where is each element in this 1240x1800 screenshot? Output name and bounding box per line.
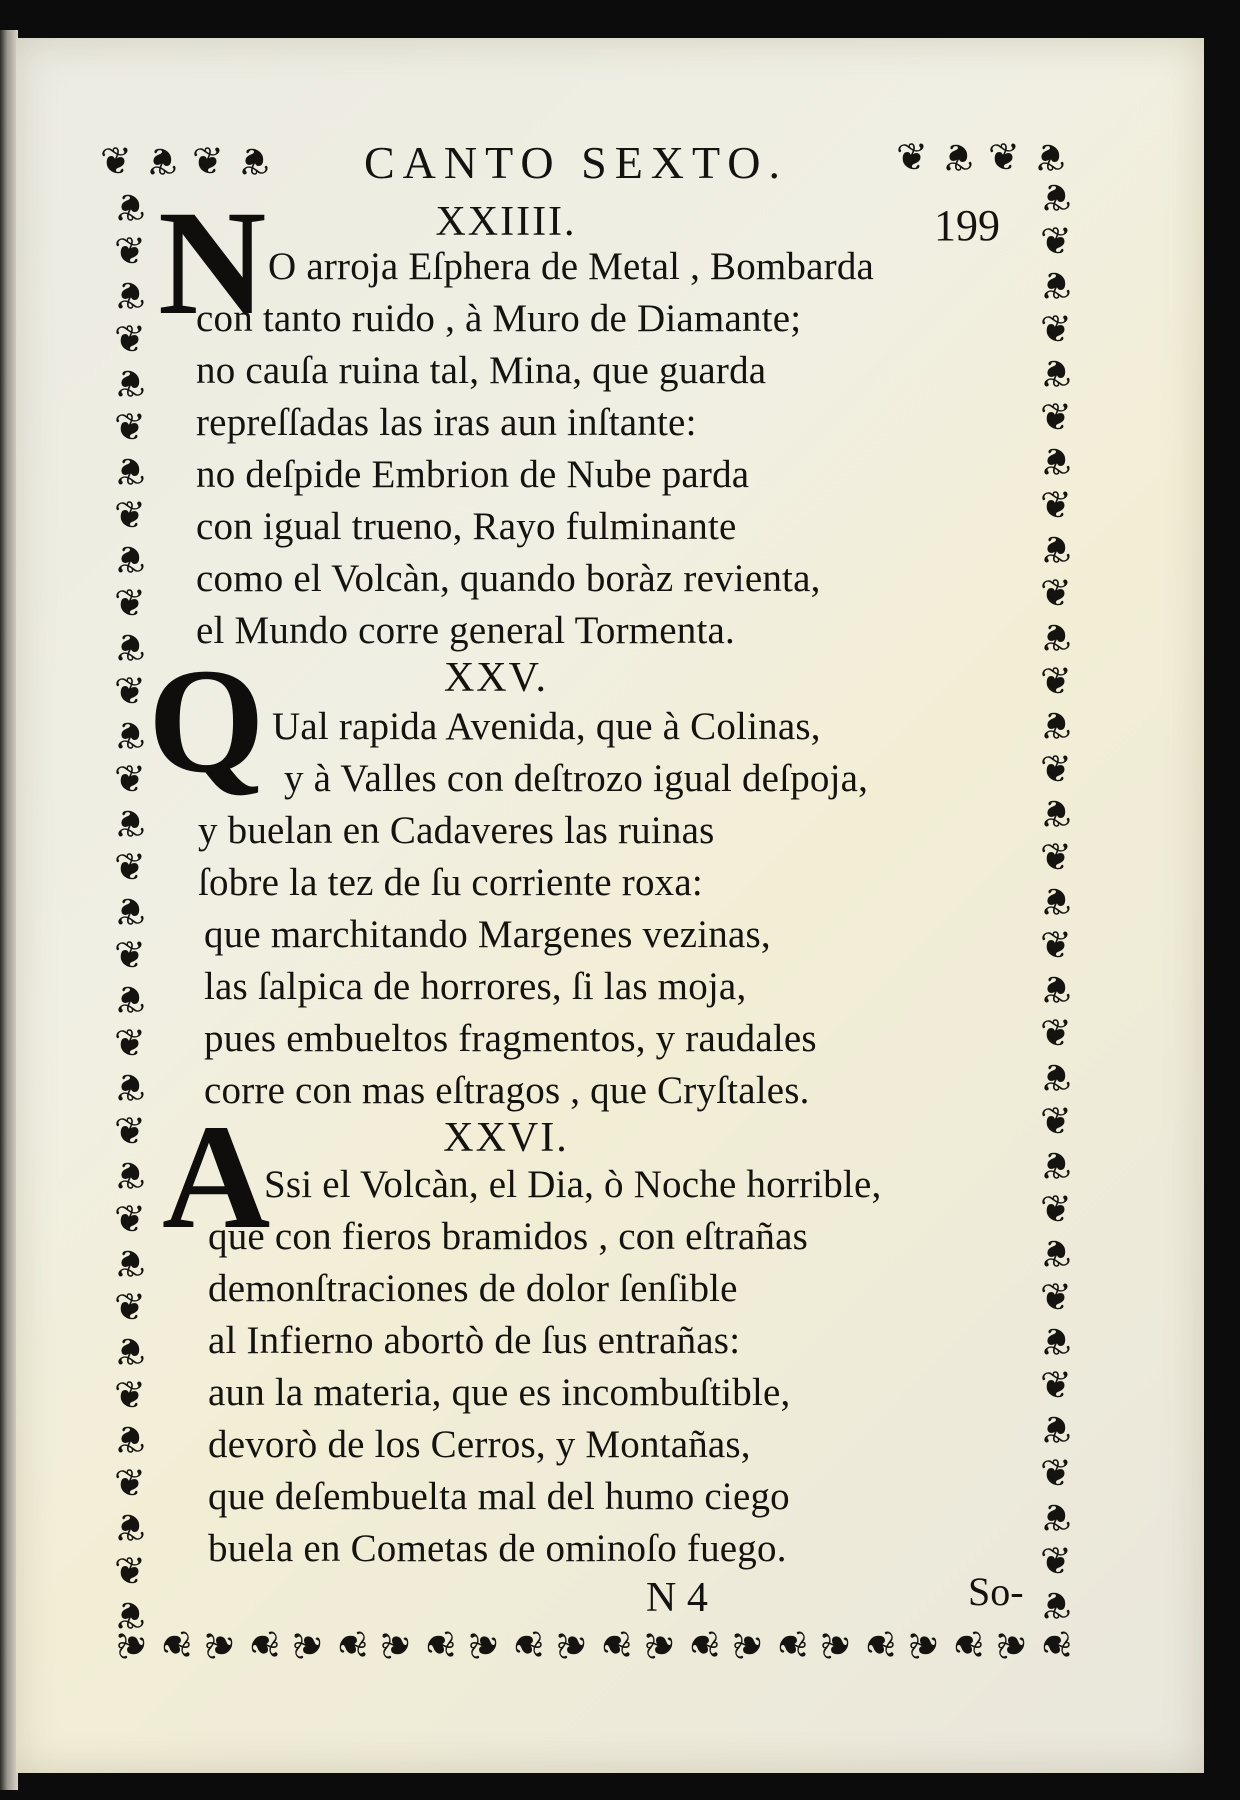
verse-line: el Mundo corre general Tormenta.: [196, 609, 735, 652]
catchword: So-: [968, 1569, 1024, 1614]
fleuron-icon: ❦: [1040, 923, 1072, 967]
fleuron-icon: ❦: [197, 1629, 242, 1661]
running-head: CANTO SEXTO.: [364, 137, 788, 188]
fleuron-icon: ❦: [1040, 615, 1072, 659]
stanza-number: XXV.: [443, 655, 549, 701]
fleuron-icon: ❦: [114, 1549, 146, 1593]
fleuron-icon: ❦: [1040, 395, 1072, 439]
verse-line: que marchitando Margenes vezinas,: [204, 913, 771, 956]
fleuron-icon: ❦: [114, 757, 146, 801]
fleuron-icon: ❦: [1040, 703, 1072, 747]
verse-line: O arroja Eſphera de Metal , Bombarda: [268, 245, 875, 288]
verse-line: devorò de los Cerros, y Montañas,: [208, 1423, 751, 1466]
fleuron-icon: ❦: [417, 1629, 462, 1661]
fleuron-icon: ❦: [114, 1153, 146, 1197]
drop-cap-initial: Q: [148, 638, 265, 804]
verse-line: buela en Cometas de ominoſo fuego.: [208, 1527, 787, 1570]
fleuron-icon: ❦: [989, 1629, 1034, 1661]
fleuron-icon: ❦: [1040, 835, 1072, 879]
fleuron-icon: ❦: [114, 713, 146, 757]
verse-line: corre con mas eſtragos , que Cryſtales.: [204, 1069, 810, 1112]
fleuron-icon: ❦: [114, 889, 146, 933]
fleuron-icon: ❦: [114, 405, 146, 449]
fleuron-icon: ❦: [114, 977, 146, 1021]
fleuron-icon: ❦: [1040, 879, 1072, 923]
fleuron-icon: ❦: [461, 1629, 506, 1661]
fleuron-icon: ❦: [1040, 747, 1072, 791]
fleuron-icon: ❦: [1040, 967, 1072, 1011]
fleuron-icon: ❦: [114, 1593, 146, 1637]
fleuron-icon: ❦: [114, 1065, 146, 1109]
fleuron-icon: ❦: [1040, 1099, 1072, 1143]
book-page: [16, 38, 1204, 1773]
fleuron-icon: ❦: [593, 1629, 638, 1661]
fleuron-icon: ❦: [1040, 219, 1072, 263]
verse-line: no cauſa ruina tal, Mina, que guarda: [196, 349, 767, 392]
verse-line: las ſalpica de horrores, ſi las moja,: [204, 965, 747, 1008]
fleuron-icon: ❦: [114, 449, 146, 493]
fleuron-icon: ❦: [1033, 1629, 1078, 1661]
verse-line: y buelan en Cadaveres las ruinas: [198, 809, 715, 852]
fleuron-icon: ❦: [945, 1629, 990, 1661]
fleuron-icon: ❦: [637, 1629, 682, 1661]
fleuron-icon: ❦: [114, 1417, 146, 1461]
fleuron-icon: ❦: [1040, 1231, 1072, 1275]
fleuron-icon: ❦: [901, 1629, 946, 1661]
fleuron-icon: ❦: [114, 845, 146, 889]
fleuron-icon: ❦: [329, 1629, 374, 1661]
verse-line: repreſſadas las iras aun inſtante:: [196, 401, 697, 444]
stanza-number: XXIIII.: [435, 199, 577, 245]
fleuron-icon: ❦: [1040, 307, 1072, 351]
fleuron-icon: ❦: [1040, 659, 1072, 703]
fleuron-icon: ❦: [114, 229, 146, 273]
verse-line: al Infierno abortò de ſus entrañas:: [208, 1319, 741, 1362]
fleuron-icon: ❦: [988, 135, 1020, 179]
page-number: 199: [934, 201, 1000, 250]
fleuron-icon: ❦: [1040, 1011, 1072, 1055]
fleuron-icon: ❦: [1040, 791, 1072, 835]
fleuron-icon: ❦: [1040, 263, 1072, 307]
drop-cap-initial: A: [162, 1094, 271, 1260]
fleuron-icon: ❦: [114, 1373, 146, 1417]
fleuron-icon: ❦: [1040, 1451, 1072, 1495]
fleuron-icon: ❦: [813, 1629, 858, 1661]
fleuron-icon: ❦: [114, 1329, 146, 1373]
fleuron-icon: ❦: [109, 1629, 154, 1661]
fleuron-icon: ❦: [1040, 1407, 1072, 1451]
verse-line: que deſembuelta mal del humo ciego: [208, 1475, 790, 1518]
fleuron-icon: ❦: [1040, 439, 1072, 483]
fleuron-icon: ❦: [1040, 1495, 1072, 1539]
verse-line: Ual rapida Avenida, que à Colinas,: [272, 705, 821, 748]
fleuron-icon: ❦: [192, 139, 224, 183]
fleuron-icon: ❦: [285, 1629, 330, 1661]
fleuron-icon: ❦: [114, 625, 146, 669]
fleuron-icon: ❦: [1040, 1539, 1072, 1583]
fleuron-icon: ❦: [1040, 175, 1072, 219]
fleuron-icon: ❦: [769, 1629, 814, 1661]
verse-line: y à Valles con deſtrozo igual deſpoja,: [284, 757, 869, 800]
verse-line: Ssi el Volcàn, el Dia, ò Noche horrible,: [264, 1163, 882, 1206]
fleuron-icon: ❦: [238, 139, 270, 183]
fleuron-icon: ❦: [1040, 483, 1072, 527]
fleuron-icon: ❦: [114, 1241, 146, 1285]
fleuron-icon: ❦: [1040, 527, 1072, 571]
signature-mark: N 4: [646, 1575, 708, 1621]
fleuron-icon: ❦: [114, 273, 146, 317]
verse-line: demonſtraciones de dolor ſenſible: [208, 1267, 738, 1310]
fleuron-icon: ❦: [241, 1629, 286, 1661]
fleuron-icon: ❦: [114, 493, 146, 537]
fleuron-icon: ❦: [114, 1021, 146, 1065]
fleuron-icon: ❦: [114, 669, 146, 713]
fleuron-icon: ❦: [1040, 571, 1072, 615]
fleuron-icon: ❦: [1040, 1275, 1072, 1319]
fleuron-icon: ❦: [114, 801, 146, 845]
fleuron-icon: ❦: [114, 933, 146, 977]
fleuron-icon: ❦: [505, 1629, 550, 1661]
fleuron-icon: ❦: [1040, 351, 1072, 395]
fleuron-icon: ❦: [1040, 1143, 1072, 1187]
verse-line: con tanto ruido , à Muro de Diamante;: [196, 297, 802, 340]
fleuron-icon: ❦: [114, 581, 146, 625]
fleuron-icon: ❦: [100, 139, 132, 183]
fleuron-icon: ❦: [114, 1109, 146, 1153]
fleuron-icon: ❦: [549, 1629, 594, 1661]
fleuron-icon: ❦: [114, 185, 146, 229]
fleuron-icon: ❦: [1040, 1363, 1072, 1407]
fleuron-icon: ❦: [1040, 1583, 1072, 1627]
fleuron-icon: ❦: [942, 135, 974, 179]
fleuron-icon: ❦: [146, 139, 178, 183]
fleuron-icon: ❦: [114, 1197, 146, 1241]
fleuron-icon: ❦: [681, 1629, 726, 1661]
fleuron-icon: ❦: [153, 1629, 198, 1661]
fleuron-icon: ❦: [1040, 1187, 1072, 1231]
fleuron-icon: ❦: [373, 1629, 418, 1661]
drop-cap-initial: N: [158, 180, 267, 346]
fleuron-icon: ❦: [114, 317, 146, 361]
fleuron-icon: ❦: [857, 1629, 902, 1661]
verse-line: como el Volcàn, quando boràz revienta,: [196, 557, 821, 600]
fleuron-icon: ❦: [114, 537, 146, 581]
verse-line: con igual trueno, Rayo fulminante: [196, 505, 737, 548]
fleuron-icon: ❦: [114, 361, 146, 405]
fleuron-icon: ❦: [1040, 1055, 1072, 1099]
fleuron-icon: ❦: [114, 1505, 146, 1549]
fleuron-icon: ❦: [1040, 1319, 1072, 1363]
fleuron-icon: ❦: [1034, 135, 1066, 179]
verse-line: que con fieros bramidos , con eſtrañas: [208, 1215, 808, 1258]
fleuron-icon: ❦: [114, 1285, 146, 1329]
fleuron-icon: ❦: [896, 135, 928, 179]
verse-line: aun la materia, que es incombuſtible,: [208, 1371, 791, 1414]
stanza-number: XXVI.: [443, 1115, 569, 1161]
verse-line: no deſpide Embrion de Nube parda: [196, 453, 750, 496]
verse-line: pues embueltos fragmentos, y raudales: [204, 1017, 817, 1060]
fleuron-icon: ❦: [114, 1461, 146, 1505]
fleuron-icon: ❦: [725, 1629, 770, 1661]
verse-line: ſobre la tez de ſu corriente roxa:: [198, 861, 703, 904]
